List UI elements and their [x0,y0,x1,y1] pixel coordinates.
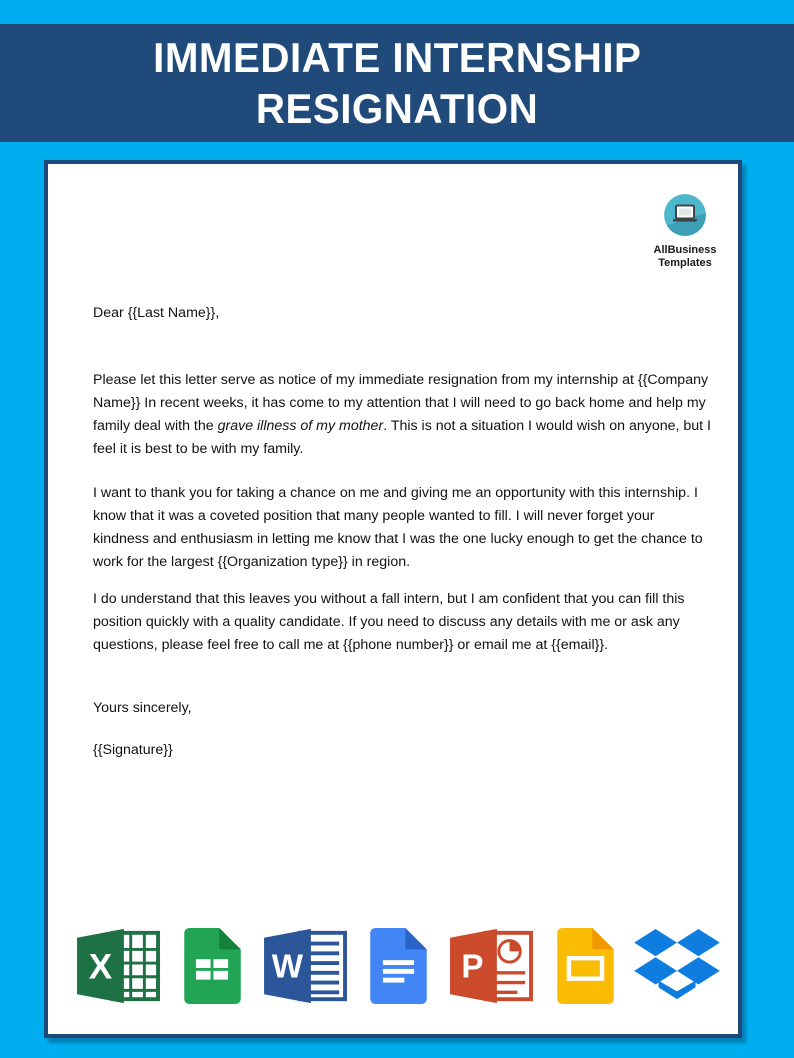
paragraph-1-italic-text: grave illness of my mother [217,418,384,434]
page-title-line2: RESIGNATION [255,85,539,132]
google-sheets-icon[interactable] [184,928,241,1004]
title-banner [0,24,794,142]
word-letter: W [271,948,303,986]
powerpoint-letter: P [461,948,484,986]
laptop-logo-icon [663,193,707,237]
letter-body [93,302,711,762]
closing: Yours sincerely, [93,700,192,716]
allbusiness-templates-logo[interactable] [640,193,730,270]
page-title-line1: IMMEDIATE INTERNSHIP [152,34,642,81]
letter-page [44,160,742,1038]
dropbox-icon[interactable] [634,929,720,1003]
file-format-icons-row [74,926,720,1006]
microsoft-powerpoint-icon[interactable] [447,926,537,1006]
paragraph-1-text-after: . This is not a situation I would wish on anyone, but I feel it is best to be with my family. [93,418,712,457]
microsoft-excel-icon[interactable] [74,926,164,1006]
paragraph-1 [93,369,711,461]
microsoft-word-icon[interactable] [261,926,351,1006]
google-docs-icon[interactable] [370,928,427,1004]
logo-text-line1: AllBusiness [653,244,717,256]
excel-letter: X [88,947,113,987]
signature-placeholder: {{Signature}} [93,742,173,758]
paragraph-2: I want to thank you for taking a chance on me and giving me an opportunity with this internship. I know that it was a coveted position that many people wanted to fill. I will never forget your kindness and enthusiasm in letting me know that I was the one lucky enough to get the chance to work for the largest {{Organization type}} in region. [93,485,703,570]
google-slides-icon[interactable] [557,928,614,1004]
paragraph-1-text: Please let this letter serve as notice of my immediate resignation from my internship at {{Company Name}} In recent weeks, it has come to my attention that I will need to go back home and help my family deal with the [93,372,709,434]
paragraph-3: I do understand that this leaves you without a fall intern, but I am confident that you can fill this position quickly with a quality candidate. If you need to discuss any details with me or ask any questions, please feel free to call me at {{phone number}} or email me at {{email}}. [93,591,685,653]
logo-text-line2: Templates [658,257,712,269]
salutation: Dear {{Last Name}}, [93,305,220,321]
